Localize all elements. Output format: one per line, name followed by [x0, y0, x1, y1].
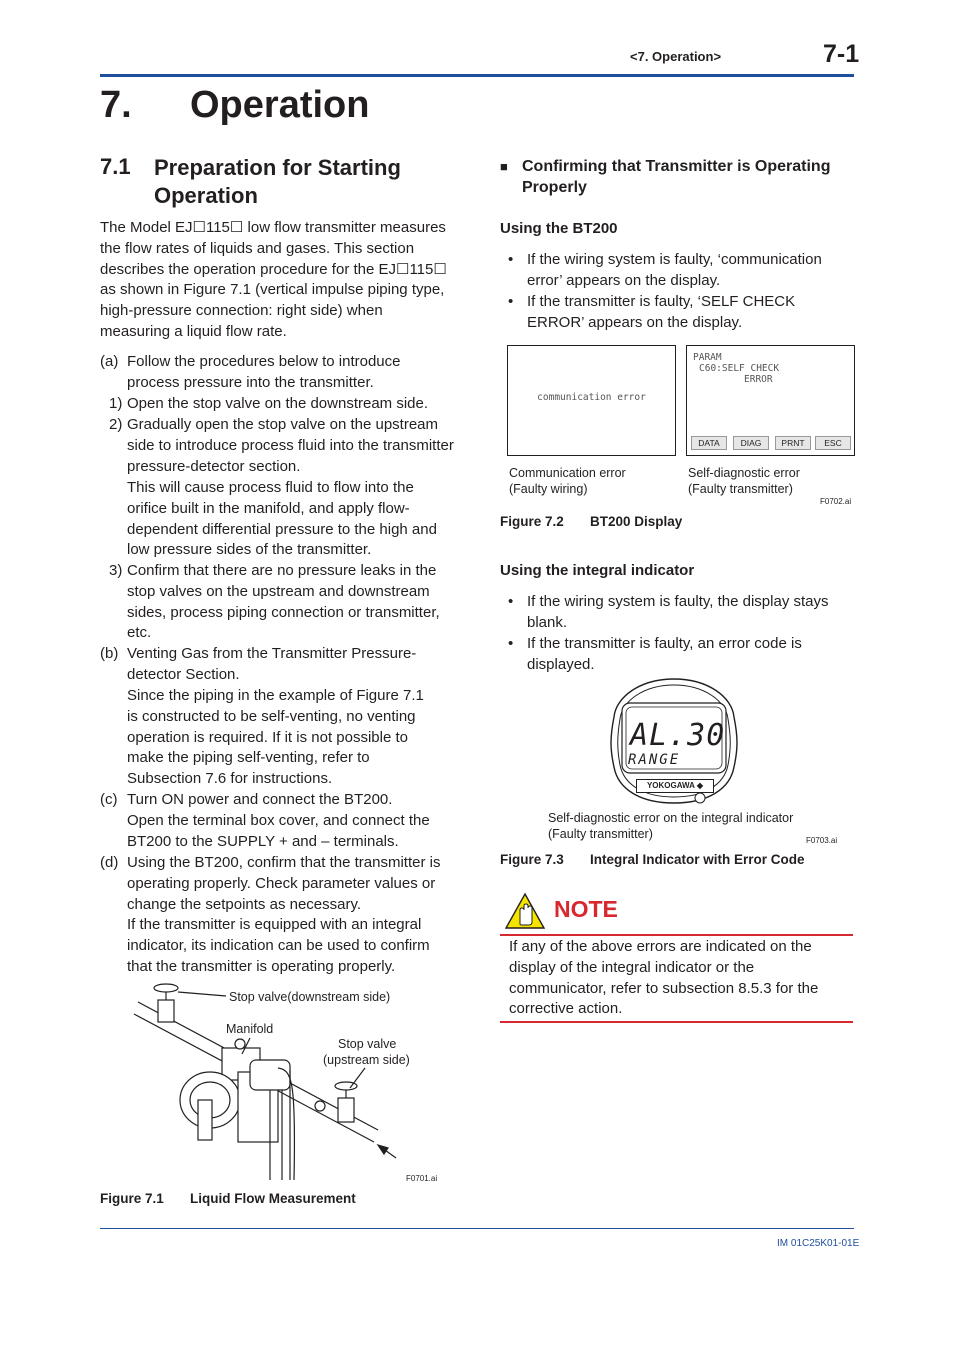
step-c-text: Turn ON power and connect the BT200.	[127, 791, 393, 808]
warning-hand-icon	[504, 892, 546, 930]
figure-file-id: F0701.ai	[406, 1174, 438, 1183]
bullet-text: If the wiring system is faulty, ‘communication error’ appears on the display.	[527, 251, 822, 289]
bt200-screen-communication-error	[507, 345, 676, 456]
chapter-title: Operation	[190, 84, 370, 126]
figure-number: Figure 7.3	[500, 852, 564, 867]
step-a3-text: Confirm that there are no pressure leaks in the stop valves on the upstream and downstream sides, process piping connection or transmitter, etc.	[127, 562, 440, 642]
footer-rule	[100, 1228, 854, 1229]
indicator-caption-line1: Self-diagnostic error on the integral indicator	[548, 811, 794, 825]
heading-text: Confirming that Transmitter is Operating Properly	[522, 158, 831, 196]
indicator-bullet-2: • If the transmitter is faulty, an error code is displayed.	[500, 633, 854, 675]
chapter-number: 7.	[100, 84, 132, 126]
step-a3	[100, 561, 458, 645]
header-rule	[100, 74, 854, 77]
screen-line-3: ERROR	[744, 374, 773, 385]
figure-7-1-caption	[100, 1191, 460, 1209]
page-number: 7-1	[823, 40, 860, 68]
bullet-text: If the transmitter is faulty, ‘SELF CHECK ERROR’ appears on the display.	[527, 293, 796, 331]
bullet-text: If the transmitter is faulty, an error code is displayed.	[527, 635, 802, 673]
step-b-text: Venting Gas from the Transmitter Pressure-detector Section.	[127, 645, 417, 683]
indicator-main-readout: AL.30	[630, 718, 726, 753]
indicator-heading: Using the integral indicator	[500, 562, 695, 579]
step-b	[100, 644, 458, 790]
bt200-heading: Using the BT200	[500, 220, 618, 237]
step-a-text: Follow the procedures below to introduce process pressure into the transmitter.	[127, 353, 401, 391]
indicator-sub-readout: RANGE	[628, 752, 681, 768]
softkey-prnt: PRNT	[775, 436, 811, 450]
label-stop-valve-upstream-2: (upstream side)	[323, 1053, 410, 1067]
step-c-text2: Open the terminal box cover, and connect the BT200 to the SUPPLY + and – terminals.	[127, 812, 430, 850]
section-title: Preparation for Starting Operation	[154, 155, 401, 208]
confirming-heading	[500, 156, 854, 200]
label-stop-valve-upstream-1: Stop valve	[338, 1037, 397, 1051]
bt200-caption-2-line2: (Faulty transmitter)	[688, 482, 793, 496]
document-id: IM 01C25K01-01E	[777, 1238, 860, 1249]
label-stop-valve-downstream: Stop valve(downstream side)	[229, 990, 391, 1004]
softkey-esc: ESC	[815, 436, 851, 450]
intro-paragraph: The Model EJ☐115☐ low flow transmitter measures the flow rates of liquids and gases. This section describes the operation procedure for the EJ☐115☐ as shown in Figure 7.1 (vertical impulse piping type, high-pressure connection: right side) when measuring a liquid flow rate.	[100, 219, 447, 340]
brand-plate	[636, 779, 714, 793]
running-header-section: <7. Operation>	[630, 49, 722, 64]
step-a2-label: 2)	[109, 416, 123, 433]
bt200-screen-self-check	[686, 345, 855, 456]
brand-name: YOKOGAWA	[646, 781, 695, 790]
softkey-data: DATA	[691, 436, 727, 450]
bullet-text: If the wiring system is faulty, the display stays blank.	[527, 593, 829, 631]
integral-indicator-illustration	[608, 677, 740, 805]
screen-line-1: PARAM	[693, 352, 722, 363]
bt200-caption-2-line1: Self-diagnostic error	[688, 466, 800, 480]
step-a-label: (a)	[100, 353, 119, 370]
figure-number: Figure 7.2	[500, 514, 564, 529]
note-bottom-rule	[500, 1021, 853, 1023]
figure-title: Integral Indicator with Error Code	[590, 852, 805, 867]
heading-marker: ■	[500, 159, 508, 174]
note-top-rule	[500, 934, 853, 936]
screen-text: communication error	[537, 392, 646, 403]
step-a1	[100, 394, 458, 415]
screen-line-2: C60:SELF CHECK	[699, 363, 780, 374]
step-a2	[100, 415, 458, 561]
note-title: NOTE	[554, 896, 618, 922]
label-manifold: Manifold	[226, 1022, 274, 1036]
step-c	[100, 790, 458, 853]
bt200-bullet-2: • If the transmitter is faulty, ‘SELF CHECK ERROR’ appears on the display.	[500, 291, 854, 333]
bt200-caption-1-line1: Communication error	[509, 466, 626, 480]
step-d-text2: If the transmitter is equipped with an integral indicator, its indication can be used to confirm that the transmitter is operating properly.	[127, 916, 430, 975]
step-a	[100, 352, 458, 394]
figure-7-3-caption	[500, 852, 854, 870]
step-a2-text2: This will cause process fluid to flow into the orifice built in the manifold, and apply flow-dependent differential pressure to the high and low pressure sides of the transmitter.	[127, 479, 437, 559]
step-d-label: (d)	[100, 854, 119, 871]
step-b-text2: Since the piping in the example of Figure 7.1 is constructed to be self-venting, no venting operation is required. If it is not possible to make the piping self-venting, refer to Subsection 7.6 for instructions.	[127, 687, 424, 788]
bt200-bullet-1: • If the wiring system is faulty, ‘communication error’ appears on the display.	[500, 249, 854, 291]
figure-title: Liquid Flow Measurement	[190, 1191, 356, 1206]
bt200-caption-1-line2: (Faulty wiring)	[509, 482, 588, 496]
figure-title: BT200 Display	[590, 514, 683, 529]
diamond-icon: ◆	[696, 781, 704, 790]
indicator-caption-line2: (Faulty transmitter)	[548, 827, 653, 841]
liquid-flow-measurement-diagram	[130, 980, 450, 1185]
indicator-bullet-1: • If the wiring system is faulty, the display stays blank.	[500, 591, 854, 633]
figure-number: Figure 7.1	[100, 1191, 164, 1206]
note-text: If any of the above errors are indicated on the display of the integral indicator or the communicator, refer to subsection 8.5.3 for the corrective action.	[509, 938, 819, 1018]
step-c-label: (c)	[100, 791, 118, 808]
softkey-diag: DIAG	[733, 436, 769, 450]
step-a3-label: 3)	[109, 562, 123, 579]
step-d	[100, 853, 458, 978]
step-d-text: Using the BT200, confirm that the transmitter is operating properly. Check parameter values or change the setpoints as necessary.	[127, 854, 441, 913]
step-a1-text: Open the stop valve on the downstream side.	[127, 395, 429, 412]
step-a1-label: 1)	[109, 395, 123, 412]
step-a2-text: Gradually open the stop valve on the upstream side to introduce process fluid into the transmitter pressure-detector section.	[127, 416, 454, 475]
section-number: 7.1	[100, 154, 131, 179]
figure-7-2-caption	[500, 514, 854, 532]
step-b-label: (b)	[100, 645, 119, 662]
figure-file-id: F0703.ai	[806, 836, 838, 845]
figure-file-id: F0702.ai	[820, 497, 852, 506]
